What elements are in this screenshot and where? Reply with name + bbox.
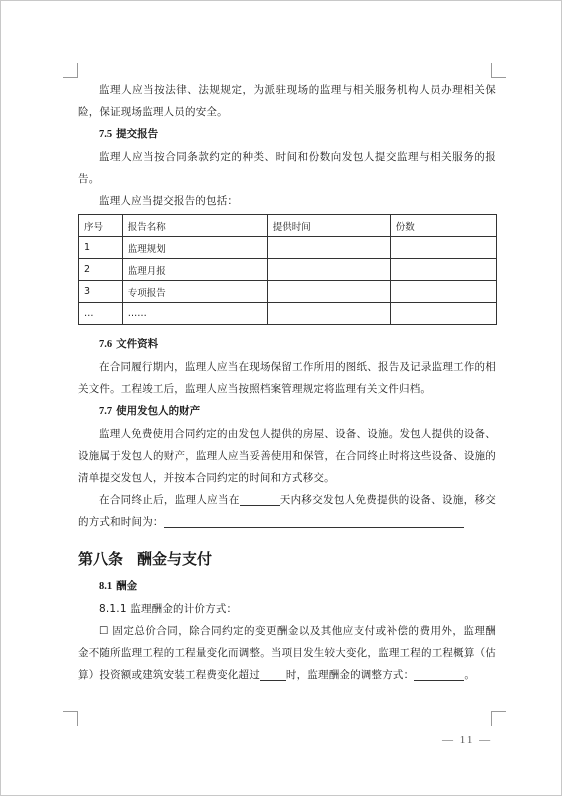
paragraph-handover [78, 489, 496, 533]
percent-blank[interactable] [260, 666, 286, 681]
section-heading-8-1 [78, 575, 496, 598]
table-cell: 监理规划 [122, 237, 267, 259]
paragraph-report-list-intro: 监理人应当提交报告的包括： [99, 195, 239, 207]
paragraph-submit-reports: 监理人应当按合同条款约定的种类、时间和份数向发包人提交监理与相关服务的报告。 [78, 151, 496, 185]
table-header-cell: 序号 [79, 215, 123, 237]
crop-mark-top-right [491, 63, 506, 78]
article-number: 第八条 [78, 550, 124, 568]
section-heading-7-6 [78, 333, 496, 356]
table-cell: 1 [79, 237, 123, 259]
table-cell [390, 259, 496, 281]
fixed-price-text-middle: 时，监理酬金的调整方式： [285, 669, 415, 681]
handover-method-blank[interactable] [164, 513, 464, 528]
table-cell: … [79, 303, 123, 325]
paragraph-fixed-price [78, 620, 496, 686]
section-title: 酬金 [116, 580, 138, 592]
fixed-price-text-start: ☐ 固定总价合同，除合同约定的变更酬金以及其他应支付或补偿的费用外，监理酬金不随所监理工程的工程量变化而调整。当项目发生较大变化，监理工程的工程概算（估算）投资额或建筑安装工程费变化超过 [78, 625, 496, 681]
table-cell [267, 281, 390, 303]
table-header-row [79, 215, 497, 237]
table-cell [267, 303, 390, 325]
table-cell [390, 237, 496, 259]
section-title: 提交报告 [116, 128, 159, 140]
table-header-cell: 提供时间 [267, 215, 390, 237]
fixed-price-text-end: 。 [464, 669, 476, 681]
crop-mark-bottom-right [491, 711, 506, 726]
section-number: 7.5 [99, 129, 113, 140]
days-blank[interactable] [240, 491, 280, 506]
article-title: 酬金与支付 [137, 550, 213, 568]
paragraph-documents: 在合同履行期内，监理人应当在现场保留工作所用的图纸、报告及记录监理工作的相关文件。工程竣工后，监理人应当按照档案管理规定将监理有关文件归档。 [78, 361, 496, 395]
crop-mark-top-left [63, 63, 78, 78]
handover-text-start: 在合同终止后，监理人应当在 [99, 494, 240, 506]
page-content [78, 79, 496, 686]
section-title: 使用发包人的财产 [116, 405, 201, 417]
table-row [79, 281, 497, 303]
reports-table [78, 214, 497, 325]
paragraph-employer-property: 监理人免费使用合同约定的由发包人提供的房屋、设备、设施。发包人提供的设备、设施属于发包人的财产，监理人应当妥善使用和保管，在合同终止时将这些设备、设施的清单提交发包人，并按本合同约定的时间和方式移交。 [78, 428, 496, 484]
table-cell [267, 237, 390, 259]
table-row [79, 303, 497, 325]
page-number: — 11 — [442, 734, 493, 746]
table-cell [390, 303, 496, 325]
table-row [79, 237, 497, 259]
section-title: 文件资料 [116, 338, 159, 350]
handover-text-end: 天内移交发包人免费提供的设备、设施，移交的方式和时间为： [78, 494, 496, 528]
section-number: 8.1 [99, 581, 113, 592]
table-cell: 3 [79, 281, 123, 303]
paragraph-pricing-method: 8.1.1 监理酬金的计价方式： [99, 603, 238, 615]
paragraph-insurance: 监理人应当按法律、法规规定，为派驻现场的监理与相关服务机构人员办理相关保险，保证现场监理人员的安全。 [78, 84, 496, 118]
section-number: 7.6 [99, 339, 113, 350]
adjustment-method-blank[interactable] [414, 666, 464, 681]
table-header-cell: 报告名称 [122, 215, 267, 237]
section-heading-7-5 [78, 123, 496, 146]
table-cell [390, 281, 496, 303]
table-row [79, 259, 497, 281]
table-cell: …… [122, 303, 267, 325]
section-heading-7-7 [78, 400, 496, 423]
article-heading-8 [78, 547, 496, 571]
crop-mark-bottom-left [63, 711, 78, 726]
table-cell: 专项报告 [122, 281, 267, 303]
table-cell [267, 259, 390, 281]
table-cell: 2 [79, 259, 123, 281]
table-header-cell: 份数 [390, 215, 496, 237]
table-cell: 监理月报 [122, 259, 267, 281]
section-number: 7.7 [99, 406, 113, 417]
